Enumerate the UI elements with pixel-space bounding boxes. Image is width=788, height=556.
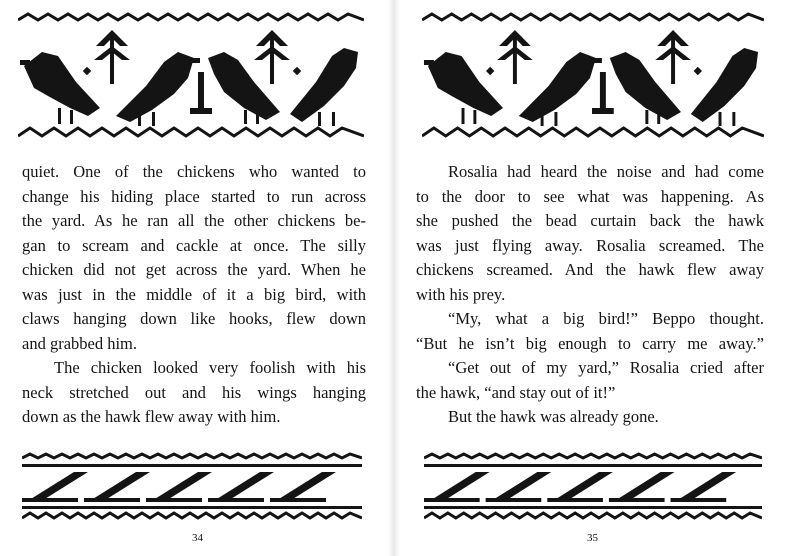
text-line: down as the hawk flew away with him. [22, 407, 281, 426]
text-line: to the door to see what was happening. As [416, 186, 764, 206]
text-line: But the hawk was already gone. [448, 407, 659, 426]
text-line: Rosalia had heard the noise and had come [448, 162, 764, 181]
left-page-text [22, 160, 366, 430]
text-line: and grabbed him. [22, 333, 138, 353]
right-page [394, 0, 788, 556]
text-line: was just in the middle of it a big bird, with [22, 284, 366, 304]
text-line: she pushed the bead curtain back the hawk [416, 211, 764, 230]
text-line: “My, what a big bird!” Beppo thought. [448, 309, 764, 328]
page-number: 34 [192, 532, 203, 544]
text-line: was just flying away. Rosalia screamed. The [416, 235, 764, 255]
zigzag-border-icon [424, 452, 762, 520]
right-page-text [416, 160, 764, 430]
text-line: neck stretched out and his wings hanging [22, 382, 366, 402]
bird-border-icon [18, 12, 364, 140]
text-line: claws hanging down like hooks, flew down [22, 309, 366, 328]
text-line: quiet. One of the chickens who wanted to [22, 162, 366, 181]
text-line: the hawk, “and stay out of it!” [416, 382, 616, 402]
page-number: 35 [587, 532, 598, 544]
text-line: The chicken looked very foolish with his [54, 358, 366, 377]
text-line: “But he isn’t big enough to carry me away.” [416, 333, 764, 353]
text-line: chickens screamed. And the hawk flew away [416, 260, 764, 279]
text-line: change his hiding place started to run across [22, 186, 366, 206]
text-line: “Get out of my yard,” Rosalia cried after [448, 358, 764, 377]
text-line: gan to scream and cackle at once. The silly [22, 235, 366, 255]
text-line: the yard. As he ran all the other chickens be- [22, 211, 366, 230]
text-line: chicken did not get across the yard. When he [22, 260, 366, 279]
zigzag-border-icon [22, 452, 362, 520]
text-line: with his prey. [416, 284, 506, 304]
bird-border-icon [422, 12, 764, 140]
